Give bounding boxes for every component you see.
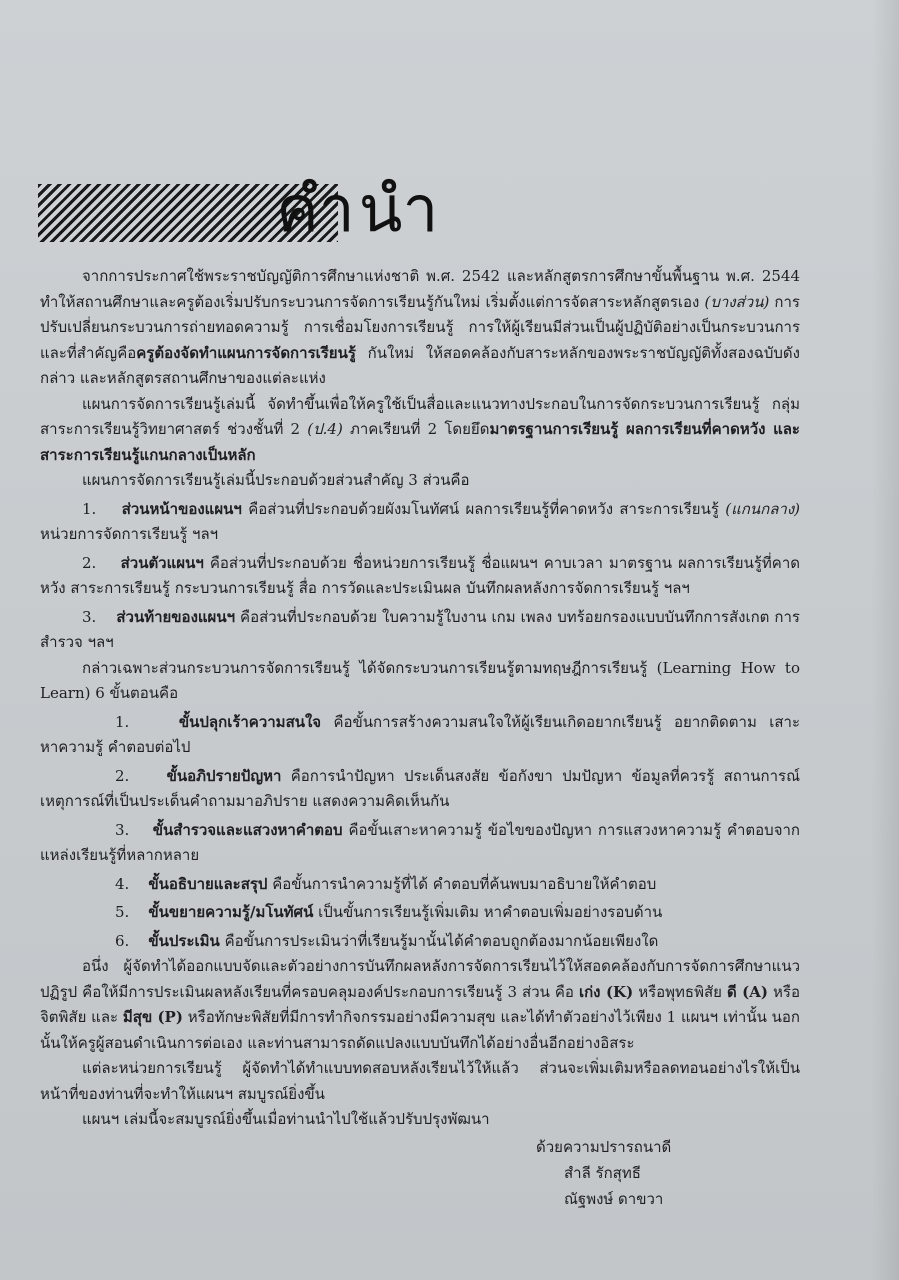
paragraph-4: กล่าวเฉพาะส่วนกระบวนการจัดการเรียนรู้ ได้จัดกระบวนการเรียนรู้ตามทฤษฎีการเรียนรู้ (Learning How to Learn) 6 ขั้นตอนคือ [40, 658, 800, 702]
step-item: 6. ขั้นประเมิน คือขั้นการประเมินว่าที่เรียนรู้มานั้นได้คำตอบถูกต้องมากน้อยเพียงใด [115, 931, 659, 950]
signature-block [536, 1134, 671, 1212]
paragraph-7: แผนฯ เล่มนี้จะสมบูรณ์ยิ่งขึ้นเมื่อท่านนำไปใช้แล้วปรับปรุงพัฒนา [82, 1110, 490, 1128]
document-body [40, 264, 800, 1133]
part-item: 1. ส่วนหน้าของแผนฯ คือส่วนที่ประกอบด้วยผังมโนทัศน์ ผลการเรียนรู้ที่คาดหวัง สาระการเรียนรู้ (แกนกลาง) หน่วยการจัดการเรียนรู้ ฯลฯ [40, 499, 800, 543]
paragraph-2: แผนการจัดการเรียนรู้เล่มนี้ จัดทำขึ้นเพื่อให้ครูใช้เป็นสื่อและแนวทางประกอบในการจัดกระบวนการเรียนรู้ กลุ่มสาระการเรียนรู้วิทยาศาสตร์ ช่วงชั้นที่ 2 (ป.4) ภาคเรียนที่ 2 โดยยึดมาตรฐานการเรียนรู้ ผลการเรียนที่คาดหวัง และสาระการเรียนรู้แกนกลางเป็นหลัก [40, 394, 800, 464]
step-item: 2. ขั้นอภิปรายปัญหา คือการนำปัญหา ประเด็นสงสัย ข้อกังขา ปมปัญหา ข้อมูลที่ควรรู้ สถานการณ์ เหตุการณ์ที่เป็นประเด็นคำถามมาอภิปราย แสดงความคิดเห็นกัน [40, 766, 800, 810]
paragraph-6: แต่ละหน่วยการเรียนรู้ ผู้จัดทำได้ทำแบบทดสอบหลังเรียนไว้ให้แล้ว ส่วนจะเพิ่มเติมหรือลดทอนอย่างไรให้เป็นหน้าที่ของท่านที่จะทำให้แผนฯ สมบูรณ์ยิ่งขึ้น [40, 1059, 800, 1103]
paragraph-3: แผนการจัดการเรียนรู้เล่มนี้ประกอบด้วยส่วนสำคัญ 3 ส่วนคือ [82, 471, 470, 489]
paragraph-1: จากการประกาศใช้พระราชบัญญัติการศึกษาแห่งชาติ พ.ศ. 2542 และหลักสูตรการศึกษาขั้นพื้นฐาน พ.ศ. 2544 ทำให้สถานศึกษาและครูต้องเริ่มปรับกระบวนการจัดการเรียนรู้กันใหม่ เริ่มตั้งแต่การจัดสาระหลักสูตรเอง (บางส่วน) การปรับเปลี่ยนกระบวนการถ่ายทอดความรู้ การเชื่อมโยงการเรียนรู้ การให้ผู้เรียนมีส่วนเป็นผู้ปฏิบัติอย่างเป็นกระบวนการ และที่สำคัญคือครูต้องจัดทำแผนการจัดการเรียนรู้ กันใหม่ ให้สอดคล้องกับสาระหลักของพระราชบัญญัติทั้งสองฉบับดังกล่าว และหลักสูตรสถานศึกษาของแต่ละแห่ง [40, 267, 800, 387]
signature-closing: ด้วยความปรารถนาดี [536, 1138, 672, 1156]
paragraph-5: อนึ่ง ผู้จัดทำได้ออกแบบจัดและตัวอย่างการบันทึกผลหลังการจัดการเรียนไว้ให้สอดคล้องกับการจัดการศึกษาแนวปฏิรูป คือให้มีการประเมินผลหลังเรียนที่ครอบคลุมองค์ประกอบการเรียนรู้ 3 ส่วน คือ เก่ง (K) หรือพุทธพิสัย ดี (A) หรือจิตพิสัย และ มีสุข (P) หรือทักษะพิสัยที่มีการทำกิจกรรมอย่างมีความสุข และได้ทำตัวอย่างไว้เพียง 1 แผนฯ เท่านั้น นอกนั้นให้ครูผู้สอนดำเนินการต่อเอง และท่านสามารถดัดแปลงแบบบันทึกได้อย่างอื่นอีกอย่างอิสระ [40, 957, 800, 1052]
step-item: 3. ขั้นสำรวจและแสวงหาคำตอบ คือขั้นเสาะหาความรู้ ข้อไขของปัญหา การแสวงหาความรู้ คำตอบจากแหล่งเรียนรู้ที่หลากหลาย [40, 820, 800, 864]
title-block [38, 173, 558, 252]
step-item: 5. ขั้นขยายความรู้/มโนทัศน์ เป็นขั้นการเรียนรู้เพิ่มเติม หาคำตอบเพิ่มอย่างรอบด้าน [115, 903, 663, 921]
signature-name-1: สำลี รักสุทธี [564, 1164, 641, 1182]
part-item: 2. ส่วนตัวแผนฯ คือส่วนที่ประกอบด้วย ชื่อหน่วยการเรียนรู้ ชื่อแผนฯ คาบเวลา มาตรฐาน ผลการเรียนรู้ที่คาดหวัง สาระการเรียนรู้ กระบวนการเรียนรู้ สื่อ การวัดและประเมินผล บันทึกผลหลังการจัดการเรียนรู้ ฯลฯ [40, 553, 800, 597]
part-item: 3. ส่วนท้ายของแผนฯ คือส่วนที่ประกอบด้วย ใบความรู้ใบงาน เกม เพลง บทร้อยกรองแบบบันทึกการสังเกต การสำรวจ ฯลฯ [40, 607, 800, 651]
step-item: 1. ขั้นปลุกเร้าความสนใจ คือขั้นการสร้างความสนใจให้ผู้เรียนเกิดอยากเรียนรู้ อยากติดตาม เสาะหาความรู้ คำตอบต่อไป [40, 712, 801, 756]
signature-name-2: ณัฐพงษ์ ดาขวา [564, 1190, 664, 1208]
page-title: คำนำ [276, 173, 443, 247]
step-item: 4. ขั้นอธิบายและสรุป คือขั้นการนำความรู้ที่ได้ คำตอบที่ค้นพบมาอธิบายให้คำตอบ [115, 874, 657, 893]
